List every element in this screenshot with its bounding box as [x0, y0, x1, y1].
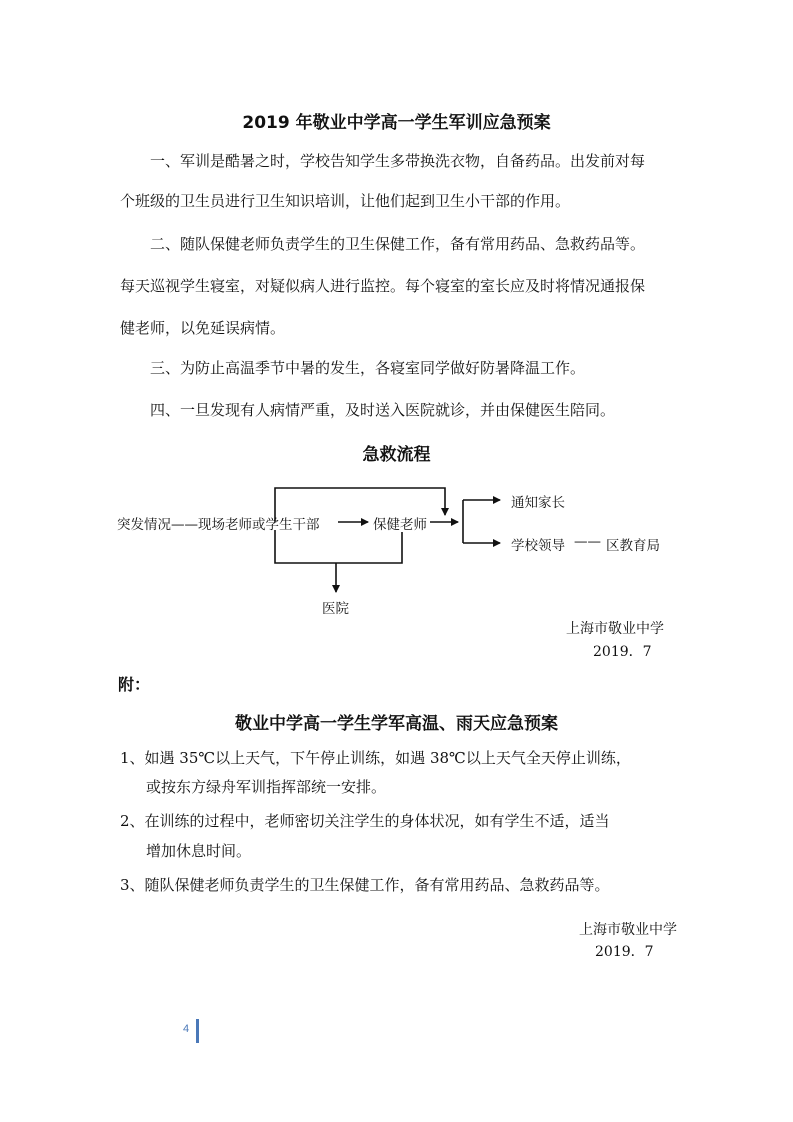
- signature-date-1: 2019．7: [593, 644, 652, 660]
- paragraph-1-line-1: 一、军训是酷暑之时，学校告知学生多带换洗衣物，自备药品。出发前对每: [150, 152, 646, 170]
- appendix-item-2-line-1: 2、在训练的过程中，老师密切关注学生的身体状况，如有学生不适，适当: [120, 812, 610, 830]
- flow-title: 急救流程: [362, 445, 431, 465]
- flow-district-label: 区教育局: [606, 538, 660, 554]
- paragraph-2-line-3: 健老师，以免延误病情。: [120, 319, 286, 337]
- flow-hospital-label: 医院: [322, 601, 349, 617]
- page-number: 4: [183, 1023, 190, 1035]
- paragraph-2-line-2: 每天巡视学生寝室，对疑似病人进行监控。每个寝室的室长应及时将情况通报保: [120, 277, 646, 295]
- appendix-item-1-line-1: 1、如遇 35℃以上天气，下午停止训练，如遇 38℃以上天气全天停止训练，: [120, 749, 631, 767]
- flow-parents-label: 通知家长: [511, 495, 565, 511]
- paragraph-3: 三、为防止高温季节中暑的发生，各寝室同学做好防暑降温工作。: [150, 359, 586, 377]
- paragraph-1-line-2: 个班级的卫生员进行卫生知识培训，让他们起到卫生小干部的作用。: [120, 192, 571, 210]
- appendix-label: 附：: [118, 675, 151, 694]
- appendix-item-3: 3、随队保健老师负责学生的卫生保健工作，备有常用药品、急救药品等。: [120, 876, 610, 894]
- signature-org-1: 上海市敬业中学: [566, 621, 664, 637]
- flow-nurse-label: 保健老师: [373, 517, 427, 533]
- flow-leaders-label: 学校领导: [511, 538, 565, 554]
- signature-date-2: 2019．7: [595, 944, 654, 960]
- signature-org-2: 上海市敬业中学: [579, 922, 677, 938]
- paragraph-2-line-1: 二、随队保健老师负责学生的卫生保健工作，备有常用药品、急救药品等。: [150, 235, 646, 253]
- appendix-title: 敬业中学高一学生学军高温、雨天应急预案: [235, 714, 558, 734]
- bottom-loop: [275, 530, 402, 563]
- page-number-bar: [196, 1019, 199, 1043]
- paragraph-4: 四、一旦发现有人病情严重，及时送入医院就诊，并由保健医生陪同。: [150, 401, 616, 419]
- document-title: 2019 年敬业中学高一学生军训应急预案: [242, 113, 551, 133]
- appendix-item-2-line-2: 增加休息时间。: [146, 842, 252, 860]
- flow-dash: ——: [574, 534, 601, 550]
- flow-source-label: 突发情况——现场老师或学生干部: [117, 517, 320, 533]
- appendix-item-1-line-2: 或按东方绿舟军训指挥部统一安排。: [146, 778, 387, 796]
